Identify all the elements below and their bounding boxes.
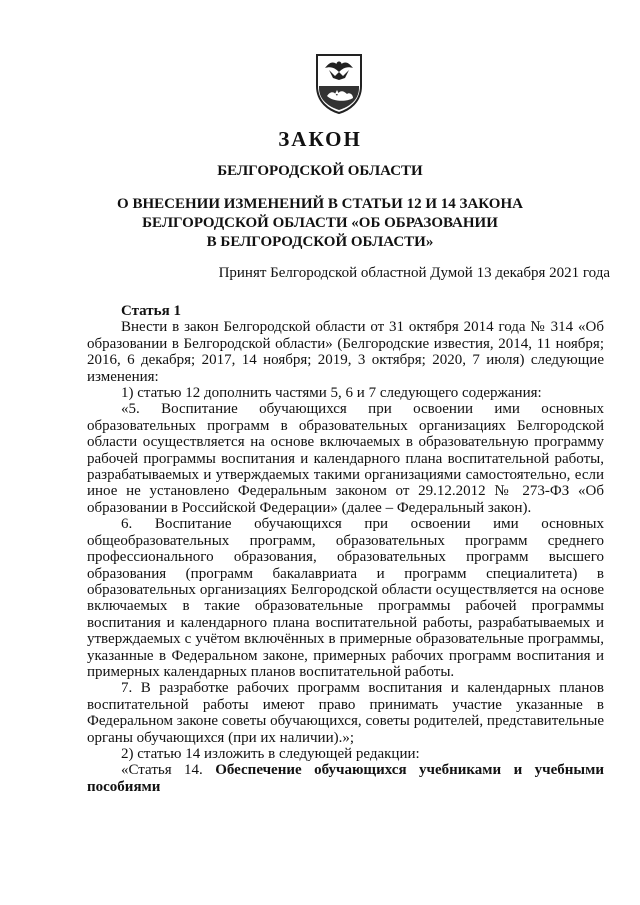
amendment-item-1: 1) статью 12 дополнить частями 5, 6 и 7 следующего содержания: <box>121 385 542 402</box>
new-article-prefix: «Статья 14. <box>121 762 203 779</box>
article-intro: Внести в закон Белгородской области от 31 октября 2014 года № 314 «Об образовании в Белгородской области» (Белгородские известия, 2014, 11 ноября; 2016, 6 декабря; 2017, 14 ноября; 2019, 3 октября; 2020, 7 июля) следующие изменения: <box>87 319 604 385</box>
heading-line: В БЕЛГОРОДСКОЙ ОБЛАСТИ» <box>206 234 434 250</box>
new-article-title: Обеспечение обучающихся учебниками и учебными пособиями <box>87 762 604 795</box>
part-6-text: 6. Воспитание обучающихся при освоении ими основных общеобразовательных программ, образовательных программ среднего профессионального образования, образовательных программ высшего образования (программ бакалавриата и программ специалитета) в образовательных организациях Белгородской области осуществляется на основе включаемых в такие образовательные программы рабочей программы воспитания и календарного плана воспитательной работы, разрабатываемых и утверждаемых с учётом включённых в примерные образовательные программы, указанные в Федеральном законе, примерных рабочих программ воспитания и примерных календарных планов воспитательной работы. <box>87 516 604 680</box>
document-region: БЕЛГОРОДСКОЙ ОБЛАСТИ <box>217 163 423 179</box>
document-heading <box>0 195 640 252</box>
adoption-note: Принят Белгородской областной Думой 13 декабря 2021 года <box>218 265 610 281</box>
part-7-text: 7. В разработке рабочих программ воспитания и календарных планов воспитательной работы имеют право принимать участие указанные в Федеральном законе советы обучающихся, советы родителей, представительные органы обучающихся (при их наличии).»; <box>87 680 604 746</box>
heading-line: БЕЛГОРОДСКОЙ ОБЛАСТИ «ОБ ОБРАЗОВАНИИ <box>142 215 498 231</box>
document-body <box>87 303 604 795</box>
document-title: ЗАКОН <box>278 127 362 151</box>
part-5-text: «5. Воспитание обучающихся при освоении ими основных образовательных программ в образовательных организациях Белгородской области осуществляется на основе включаемых в образовательную программу рабочей программы воспитания и календарного плана воспитательной работы, разрабатываемых и утверждаемых такими организациями самостоятельно, если иное не установлено Федеральным законом от 29.12.2012 № 273-ФЗ «Об образовании в Российской Федерации» (далее – Федеральный закон). <box>87 401 604 516</box>
article-title: Статья 1 <box>121 303 181 319</box>
amendment-item-2: 2) статью 14 изложить в следующей редакции: <box>121 745 420 762</box>
new-article-heading <box>87 762 604 795</box>
coat-of-arms-icon <box>313 52 365 114</box>
heading-line: О ВНЕСЕНИИ ИЗМЕНЕНИЙ В СТАТЬИ 12 И 14 ЗАКОНА <box>117 196 523 212</box>
